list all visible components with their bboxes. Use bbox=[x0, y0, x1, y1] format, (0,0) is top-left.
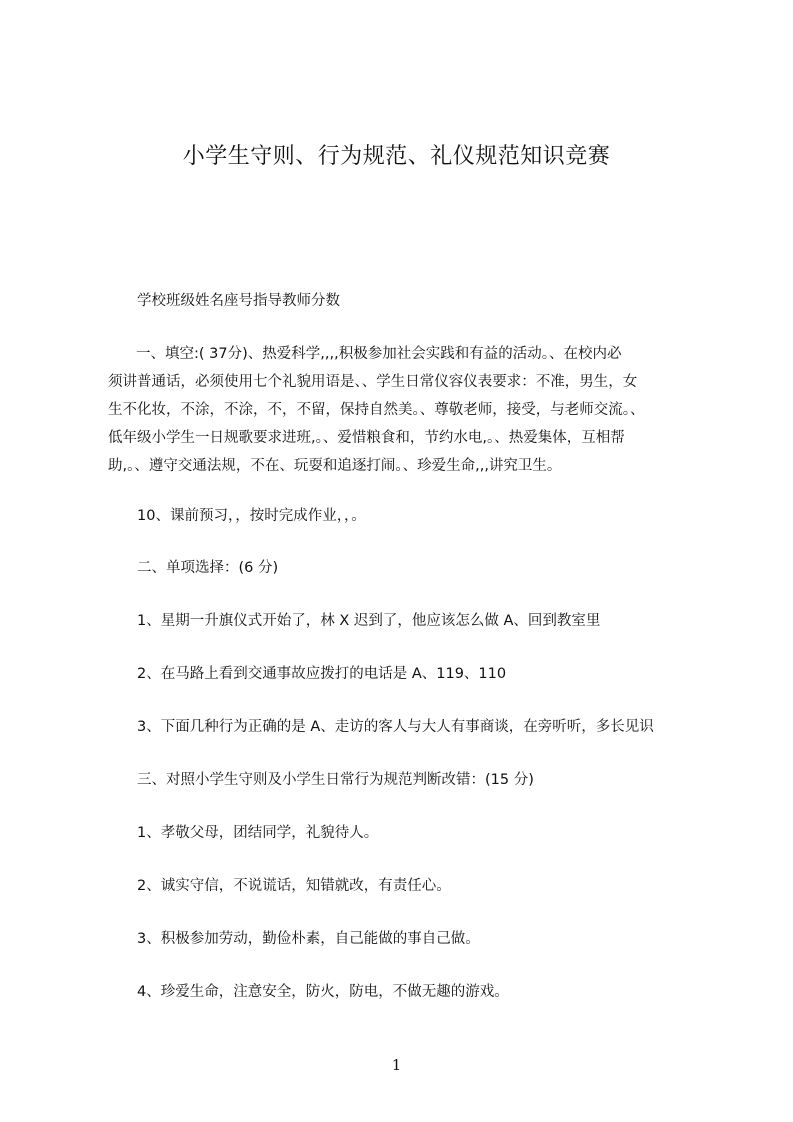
section2-item: 2、在马路上看到交通事故应拨打的电话是 A、119、110 bbox=[137, 666, 507, 682]
section1-line: 一、填空:( 37分)、热爱科学,,,,积极参加社会实践和有益的活动。、在校内必 bbox=[136, 346, 622, 362]
section2-item: 3、下面几种行为正确的是 A、走访的客人与大人有事商谈，在旁听听，多长见识 bbox=[137, 719, 654, 735]
section3-heading: 三、对照小学生守则及小学生日常行为规范判断改错：(15 分) bbox=[137, 772, 534, 788]
section2-item: 1、星期一升旗仪式开始了，林 X 迟到了，他应该怎么做 A、回到教室里 bbox=[137, 613, 601, 629]
page-number: 1 bbox=[391, 1056, 402, 1074]
section1-line: 助,。、遵守交通法规，不在、玩耍和追逐打闹。、珍爱生命,,,讲究卫生。 bbox=[108, 458, 562, 474]
section2-heading: 二、单项选择：(6 分) bbox=[137, 560, 279, 576]
section1-line: 须讲普通话，必须使用七个礼貌用语是、、学生日常仪容仪表要求：不准，男生，女 bbox=[108, 374, 638, 390]
section3-item: 1、孝敬父母，团结同学，礼貌待人。 bbox=[137, 825, 379, 841]
document-title: 小学生守则、行为规范、礼仪规范知识竞赛 bbox=[182, 144, 611, 169]
section1-line: 低年级小学生一日规歌要求进班,。、爱惜粮食和，节约水电,。、热爱集体，互相帮 bbox=[108, 430, 625, 446]
header-info-line: 学校班级姓名座号指导教师分数 bbox=[137, 293, 340, 309]
section1-line: 生不化妆，不涂，不涂，不，不留，保持自然美。、尊敬老师，接受，与老师交流。、 bbox=[108, 402, 645, 418]
section3-item: 3、积极参加劳动，勤俭朴素，自己能做的事自己做。 bbox=[137, 931, 480, 947]
section3-item: 2、诚实守信，不说谎话，知错就改，有责任心。 bbox=[137, 878, 451, 894]
item-10: 10、课前预习，，按时完成作业，，。 bbox=[137, 508, 366, 524]
section1-fill-blank bbox=[108, 340, 708, 480]
section3-item: 4、珍爱生命，注意安全，防火，防电，不做无趣的游戏。 bbox=[137, 984, 509, 1000]
